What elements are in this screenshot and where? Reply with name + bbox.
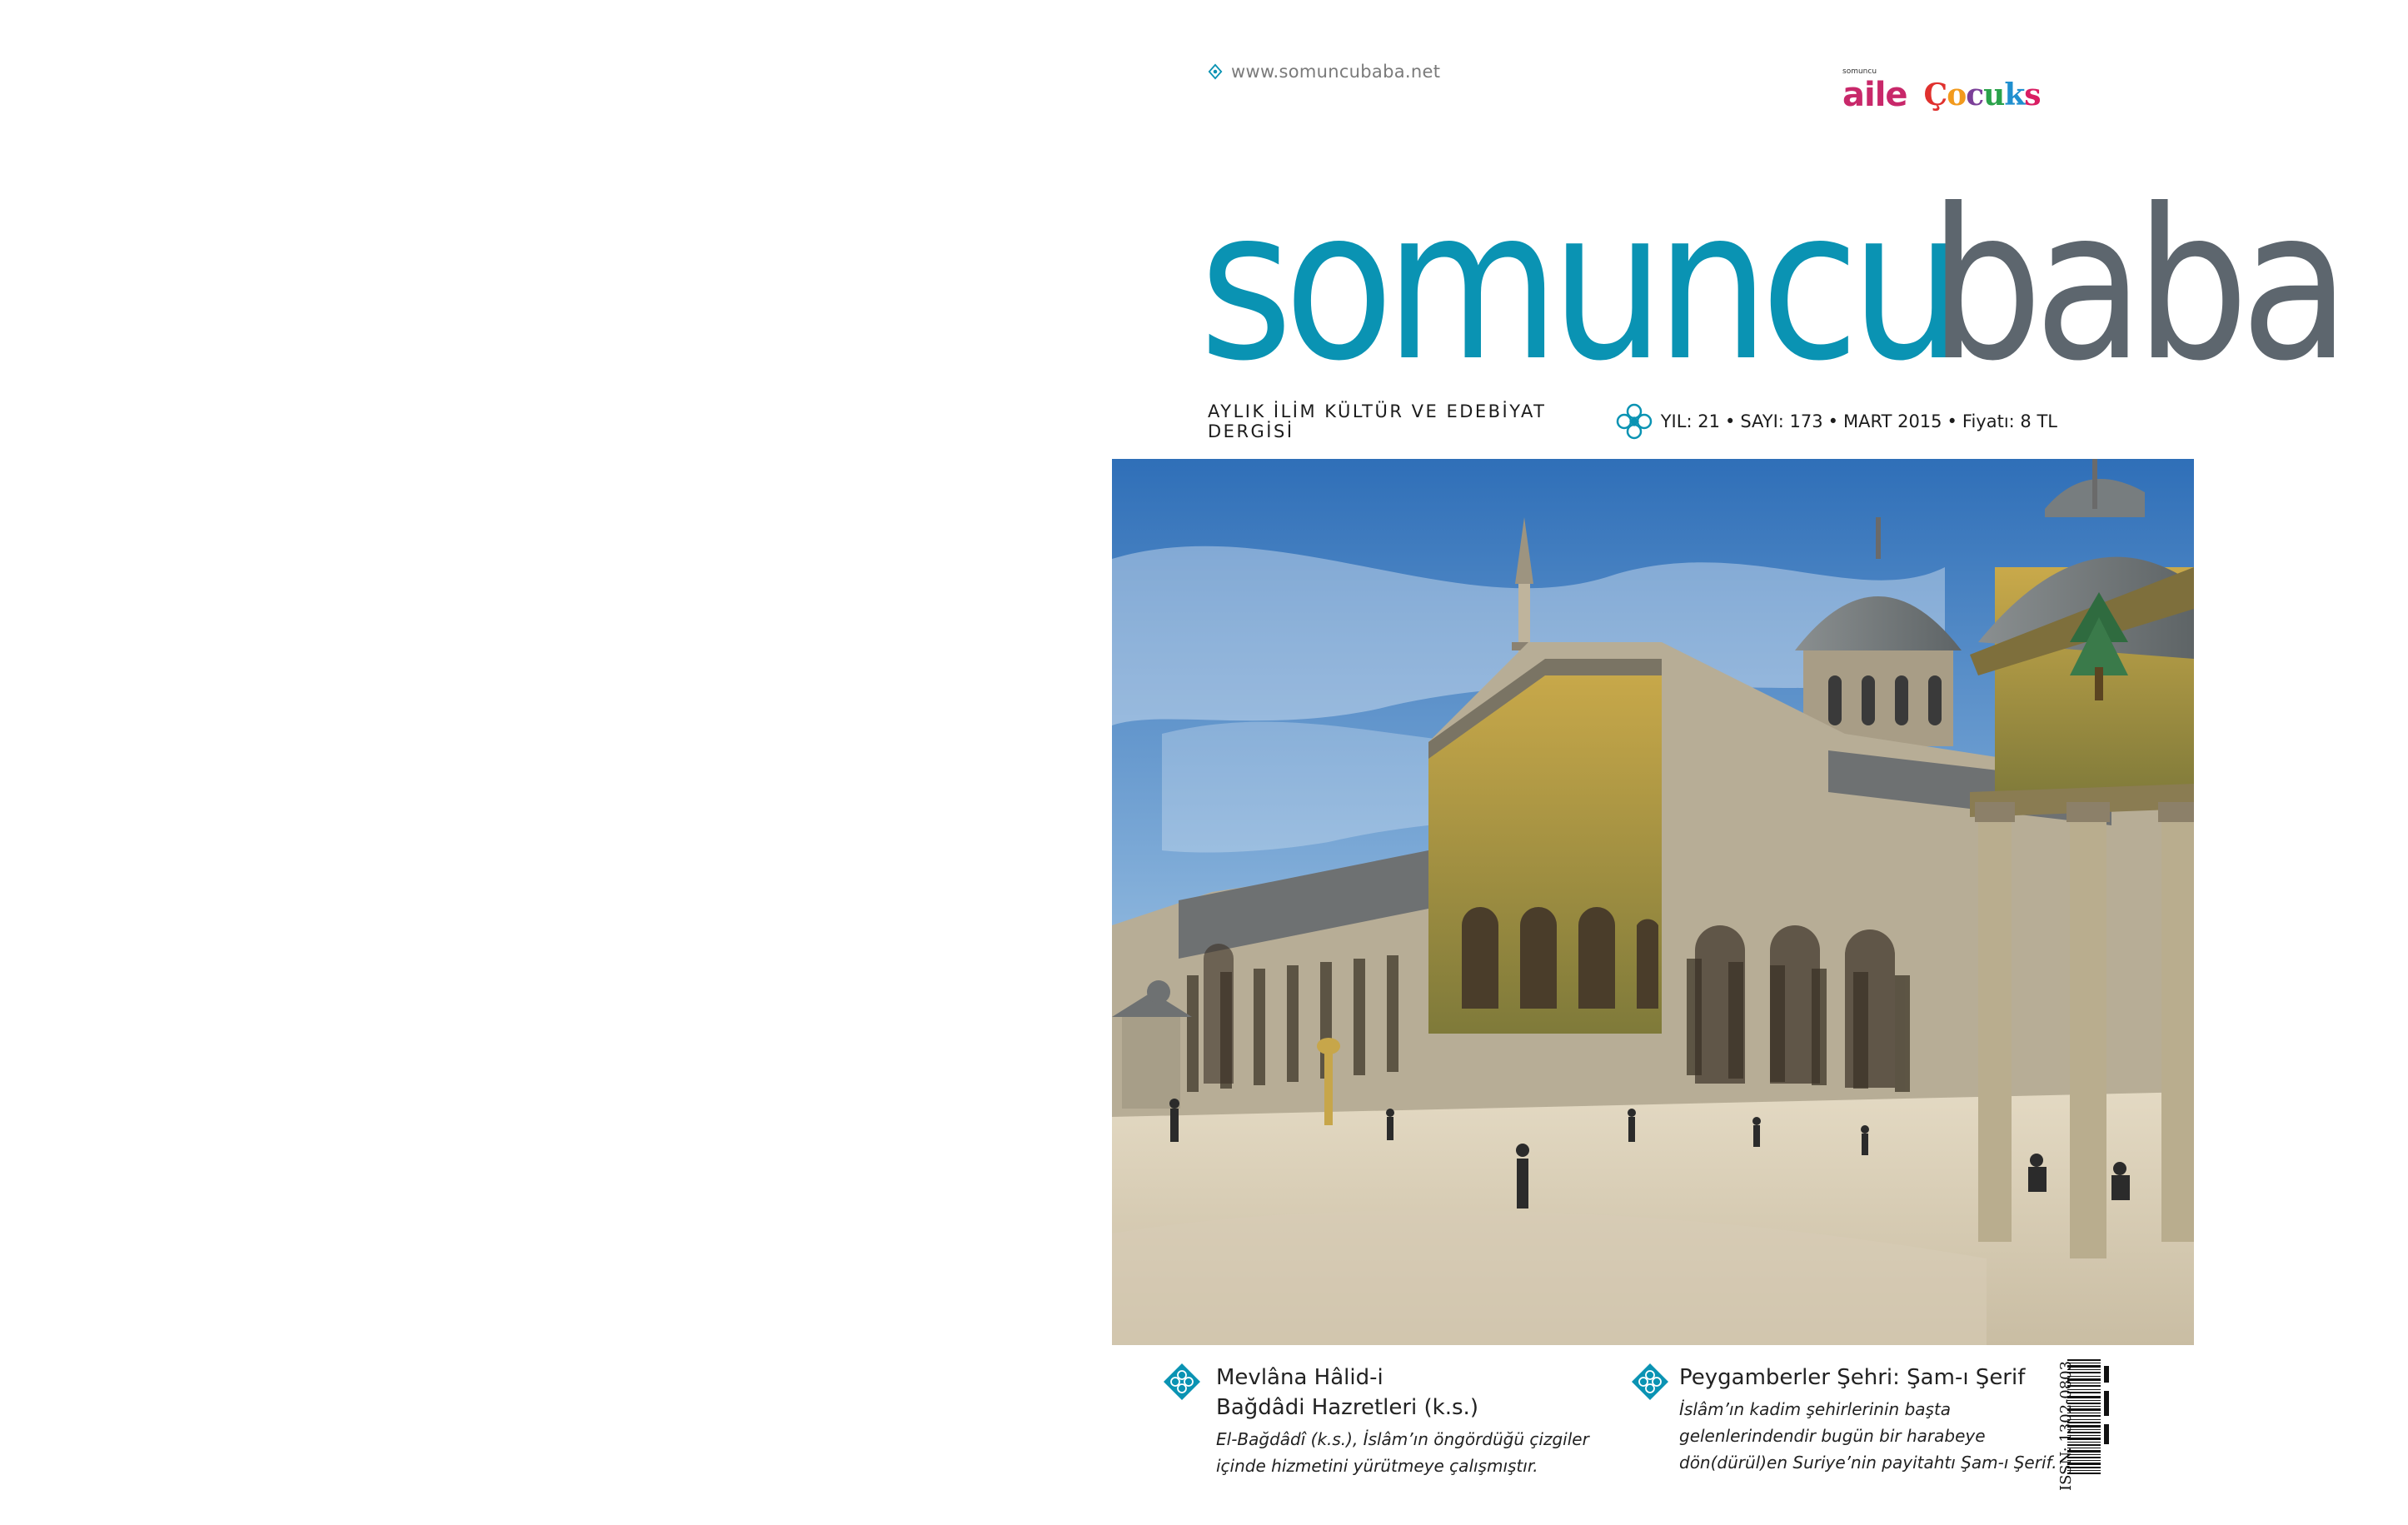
website-url[interactable]: www.somuncubaba.net <box>1231 62 1441 82</box>
ornament-icon <box>1616 403 1653 440</box>
aile-logo: somuncu aile <box>1842 67 1907 114</box>
subtitle-row <box>1208 403 2057 440</box>
title-somuncu: somuncu <box>1199 164 1956 406</box>
ornament-icon <box>1163 1363 1201 1401</box>
issn-number: ISSN: 1302-0803 <box>2057 1360 2075 1491</box>
ornament-icon <box>1208 64 1223 79</box>
brand-logos <box>1842 62 2047 128</box>
cover-photo <box>1112 459 2194 1345</box>
article-description: İslâm’ın kadim şehirlerinin başta gelenlerindendir bugün bir harabeye dön(dürül)en Suriye’nin payitahtı Şam-ı Şerif. <box>1679 1399 2057 1473</box>
cocuk-logo: Çocuks <box>1923 77 2041 112</box>
title-baba: baba <box>1928 164 2341 406</box>
issue-info: YIL: 21 • SAYI: 173 • MART 2015 • Fiyatı: 8 TL <box>1660 411 2057 431</box>
article-teaser-2[interactable] <box>1634 1363 2084 1476</box>
ornament-icon <box>1631 1363 1669 1401</box>
article-title: Peygamberler Şehri: Şam-ı Şerif <box>1679 1365 2026 1390</box>
article-teaser-1[interactable] <box>1166 1363 1599 1479</box>
subtitle: AYLIK İLİM KÜLTÜR VE EDEBİYAT DERGİSİ <box>1208 401 1547 441</box>
website-row <box>1208 62 1440 82</box>
magazine-title <box>1199 123 2408 406</box>
article-title: Mevlâna Hâlid-i Bağdâdi Hazretleri (k.s.) <box>1216 1365 1478 1420</box>
article-description: El-Bağdâdî (k.s.), İslâm’ın öngördüğü çizgiler içinde hizmetini yürütmeye çalışmıştır. <box>1216 1429 1589 1476</box>
